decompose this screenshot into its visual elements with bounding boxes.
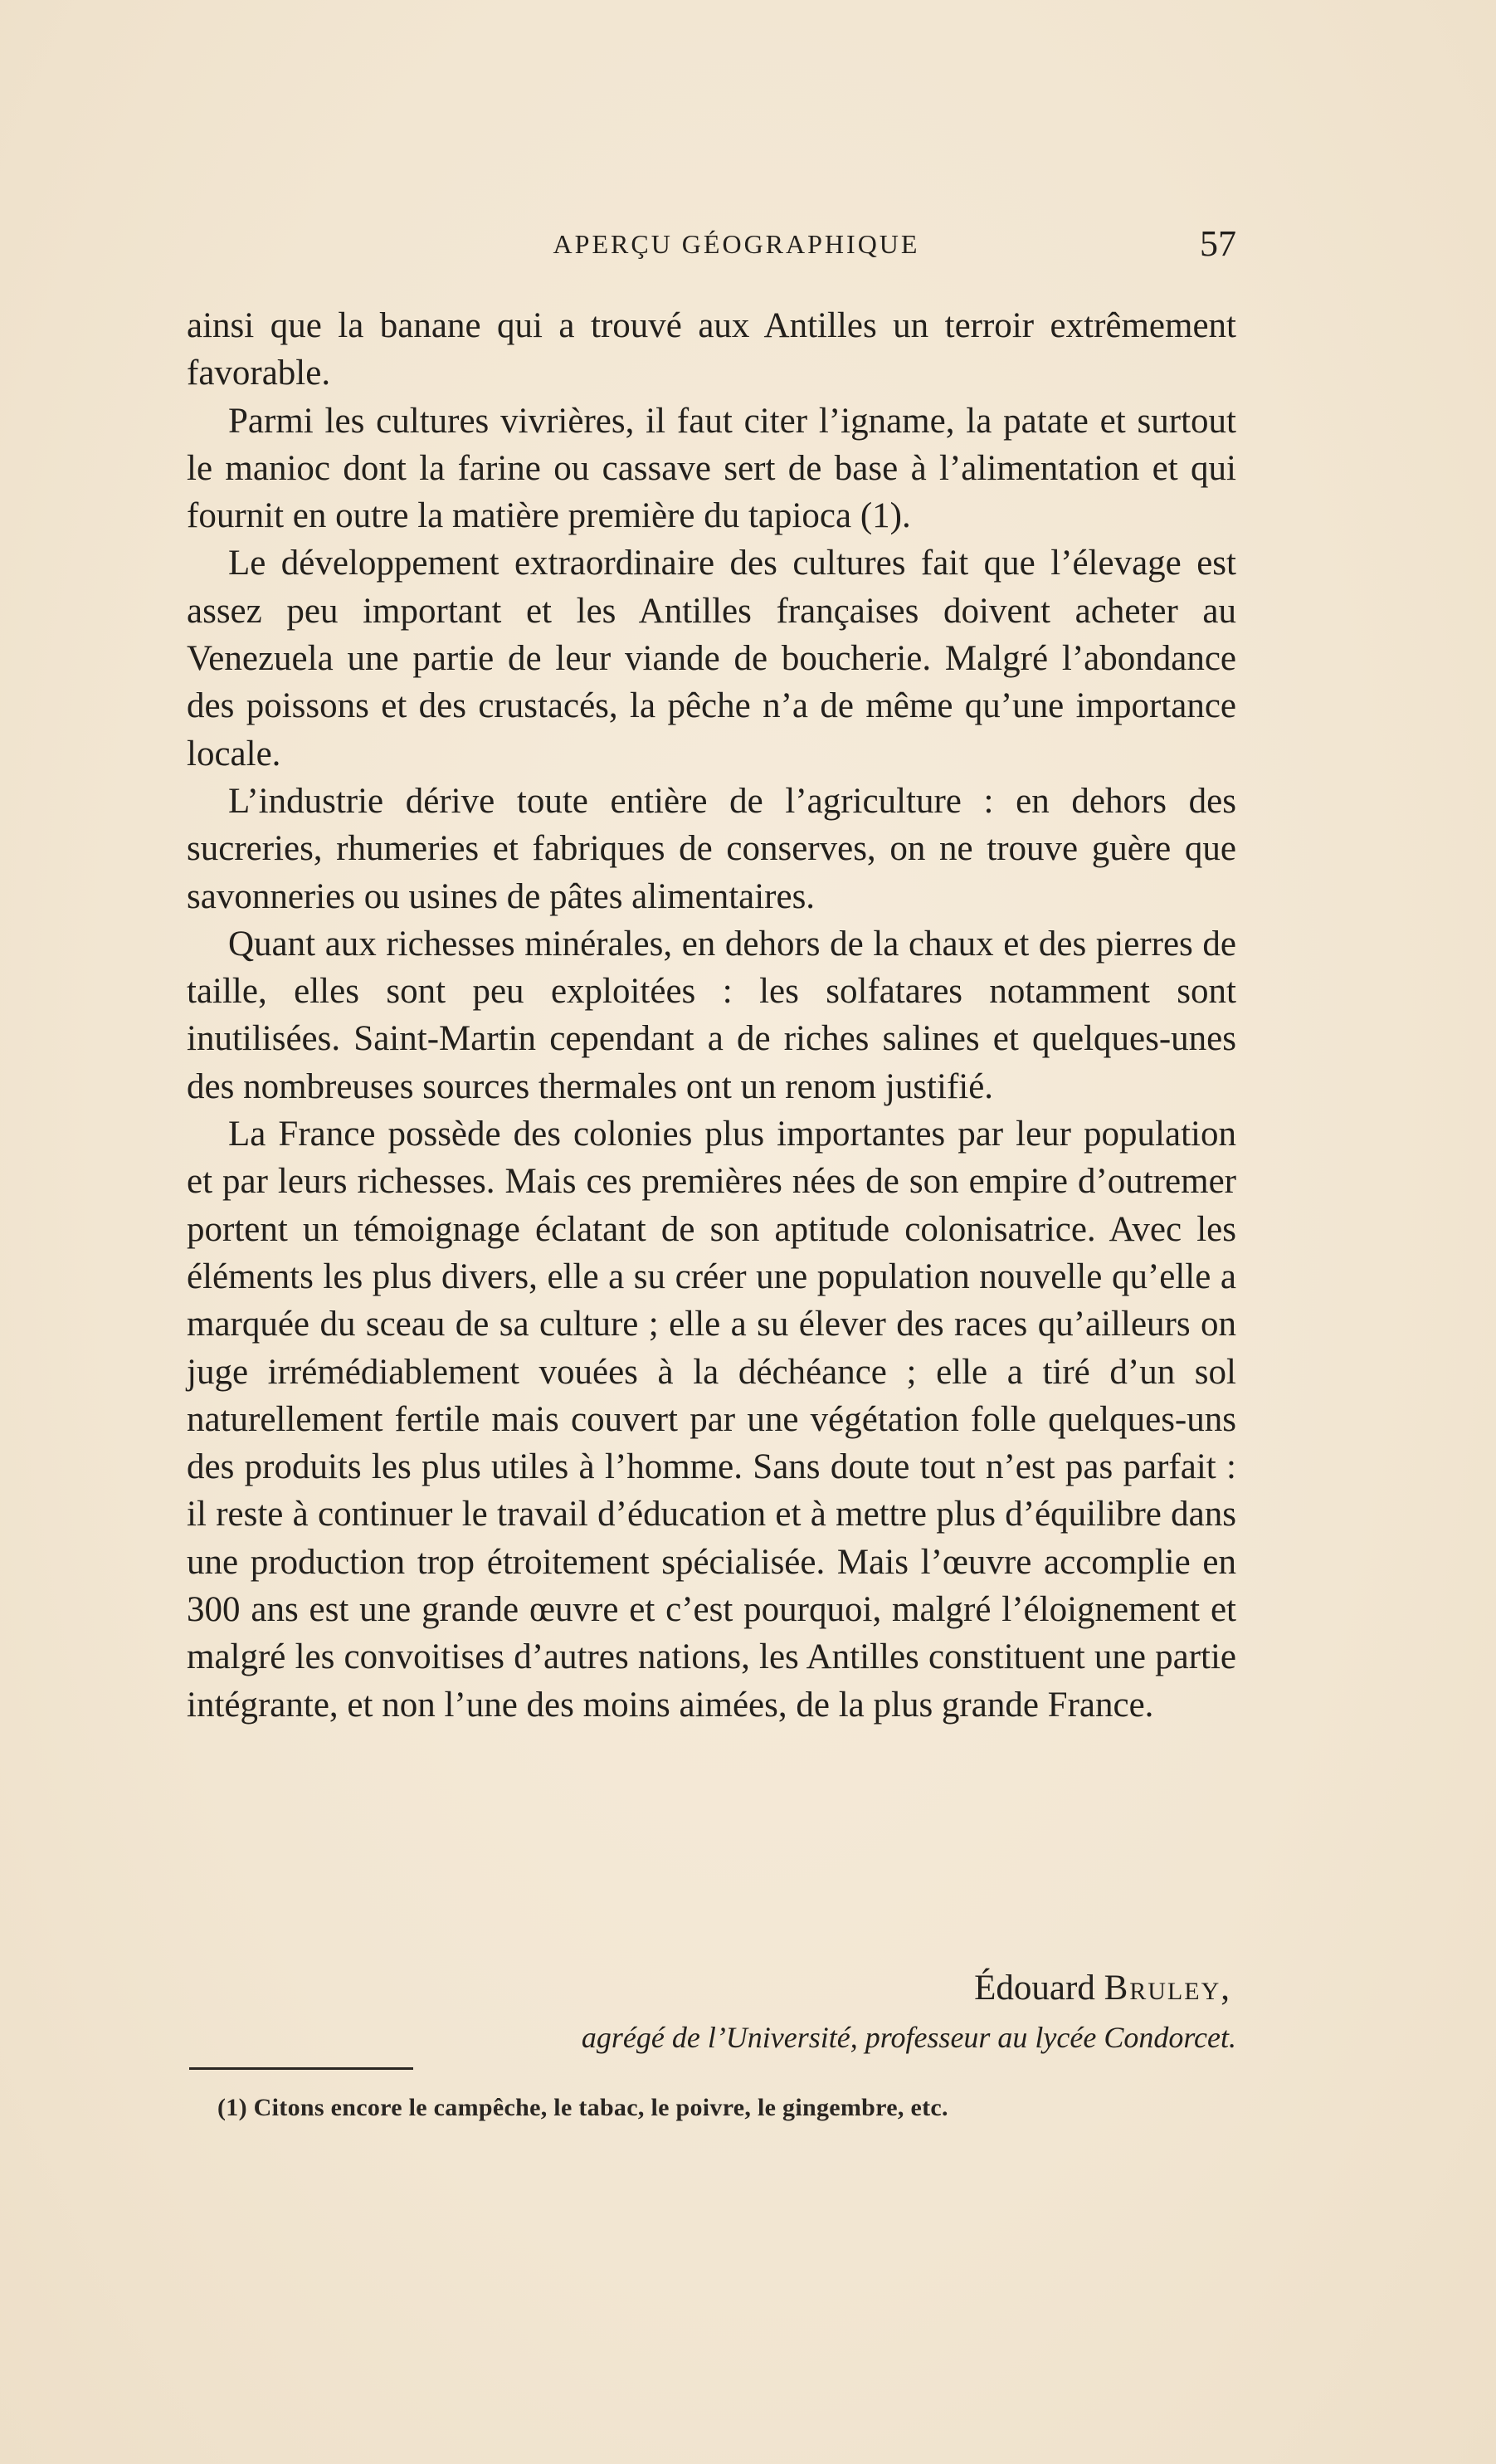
footnote: (1) Citons encore le campêche, le tabac, le poivre, le gingembre, etc. <box>217 2094 948 2121</box>
page-number: 57 <box>1200 223 1236 264</box>
paragraph-4: L’industrie dérive toute entière de l’agriculture : en dehors des sucreries, rhumeries et fabriques de conserves, on ne trouve guère que savonneries ou usines de pâtes alimentaires. <box>187 781 1236 916</box>
paragraph-2: Parmi les cultures vivrières, il faut citer l’igname, la patate et surtout le manioc dont la farine ou cassave sert de base à l’alimentation et qui fournit en outre la matière première du tapioca (1). <box>187 401 1236 536</box>
author-signature <box>187 1965 1236 2058</box>
paragraph-1: ainsi que la banane qui a trouvé aux Antilles un terroir extrêmement favorable. <box>187 306 1236 393</box>
paragraph-3: Le développement extraordinaire des cultures fait que l’élevage est assez peu important et les Antilles françaises doivent acheter au Venezuela une partie de leur viande de boucherie. Malgré l’abondance des poissons et des crustacés, la pêche n’a de même qu’une importance locale. <box>187 544 1236 773</box>
author-first-name: Édouard <box>974 1969 1095 2008</box>
paragraph-5: Quant aux richesses minérales, en dehors de la chaux et des pierres de taille, elles sont peu exploitées : les solfatares notamment sont inutilisées. Saint-Martin cependant a de riches salines et quelques-unes des nombreuses sources thermales ont un renom justifié. <box>187 924 1236 1106</box>
paragraph-6: La France possède des colonies plus importantes par leur population et par leurs richesses. Mais ces premières nées de son empire d’outremer portent un témoignage éclatant de son aptitude colonisatrice. Avec les éléments les plus divers, elle a su créer une population nouvelle qu’elle a marquée du sceau de sa culture ; elle a su élever des races qu’ailleurs on juge irrémédiablement vouées à la déchéance ; elle a tiré d’un sol naturellement fertile mais couvert par une végétation folle quelques-uns des produits les plus utiles à l’homme. Sans doute tout n’est pas parfait : il reste à continuer le travail d’éducation et à mettre plus d’équilibre dans une production trop étroitement spécialisée. Mais l’œuvre accomplie en 300 ans est une grande œuvre et c’est pourquoi, malgré l’éloignement et malgré les convoitises d’autres nations, les Antilles constituent une partie intégrante, et non l’une des moins aimées, de la plus grande France. <box>187 1115 1236 1725</box>
body-text <box>187 302 1236 1729</box>
author-last-name: Bruley, <box>1104 1969 1231 2008</box>
footnote-divider <box>189 2067 413 2070</box>
author-title: agrégé de l’Université, professeur au lycée Condorcet. <box>581 2021 1236 2054</box>
page-header <box>187 222 1236 272</box>
running-head: APERÇU GÉOGRAPHIQUE <box>553 229 920 259</box>
author-name <box>187 1965 1231 2012</box>
